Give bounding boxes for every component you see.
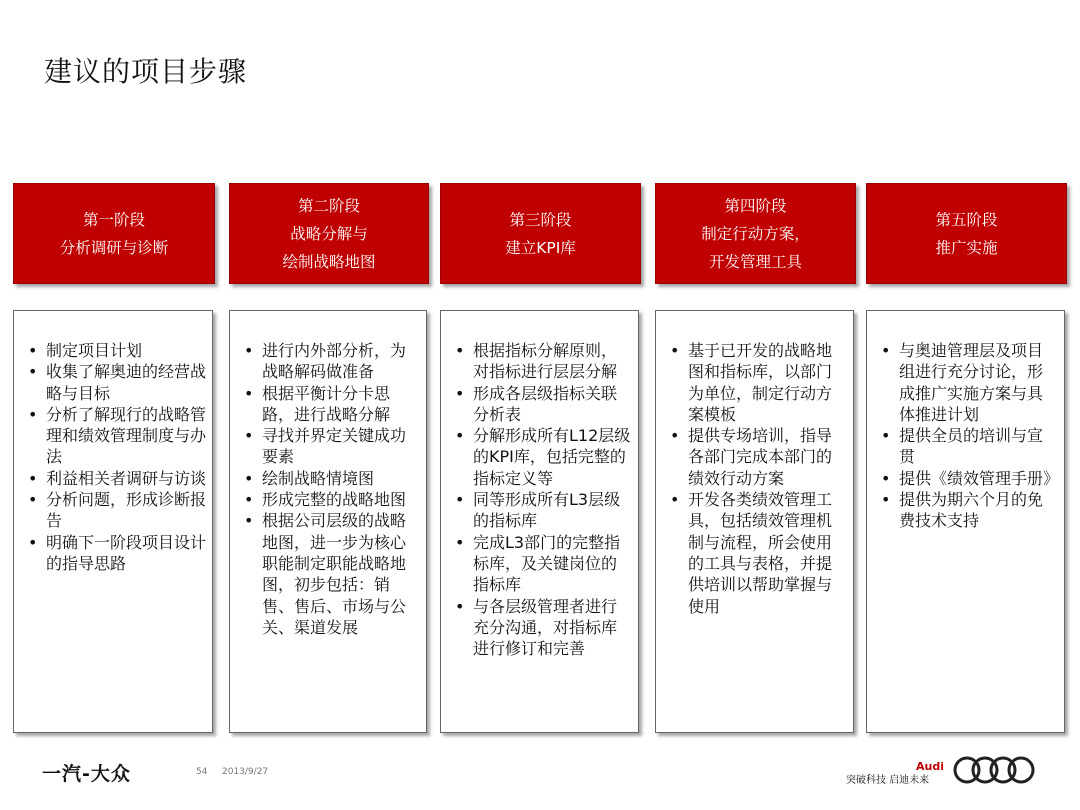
list-item: • 明确下一阶段项目设计的指导思路 [24,532,206,575]
list-item: • 收集了解奥迪的经营战略与目标 [24,361,206,404]
list-item: • 进行内外部分析，为战略解码做准备 [240,340,420,383]
phase-3-bullet-list [451,340,632,659]
list-item: • 制定项目计划 [24,340,206,361]
list-item: • 分析了解现行的战略管理和绩效管理制度与办法 [24,404,206,468]
phase-5-body [866,310,1065,733]
list-item: • 提供为期六个月的免费技术支持 [877,489,1058,532]
phase-1-header-line-1: 第一阶段 [82,210,145,229]
phase-4-header-line-2: 制定行动方案， [701,224,810,243]
list-item: • 形成各层级指标关联分析表 [451,383,632,426]
phase-4-header-line-1: 第四阶段 [724,196,787,215]
phase-2-header-line-3: 绘制战略地图 [282,252,376,271]
list-item: • 根据平衡计分卡思路，进行战略分解 [240,383,420,426]
phase-4-bullet-list [666,340,847,617]
brand-slogan: 突破科技 启迪未来 [846,775,930,786]
list-item: • 寻找并界定关键成功要素 [240,425,420,468]
list-item: • 提供《绩效管理手册》 [877,468,1058,489]
phase-5-header-line-2: 推广实施 [935,238,998,257]
list-item: • 利益相关者调研与访谈 [24,468,206,489]
list-item: • 与各层级管理者进行充分沟通，对指标库进行修订和完善 [451,596,632,660]
phase-2-header-line-2: 战略分解与 [290,224,368,243]
phase-3-body [440,310,639,733]
list-item: • 同等形成所有L3层级的指标库 [451,489,632,532]
list-item: • 分解形成所有L12层级的KPI库，包括完整的指标定义等 [451,425,632,489]
audi-rings-icon [952,754,1038,786]
page-title: 建议的项目步骤 [44,55,248,88]
phase-2-header [229,183,429,284]
phase-1-header [13,183,215,284]
phase-2-body [229,310,427,733]
list-item: • 开发各类绩效管理工具，包括绩效管理机制与流程，所会使用的工具与表格，并提供培训以帮助掌握与使用 [666,489,847,617]
list-item: • 绘制战略情境图 [240,468,420,489]
phase-2-header-line-1: 第二阶段 [297,196,360,215]
list-item: • 提供专场培训，指导各部门完成本部门的绩效行动方案 [666,425,847,489]
audi-wordmark: Audi [916,760,944,773]
faw-vw-logo: 一汽-大众 [42,763,131,785]
phase-3-header-line-2: 建立KPI库 [505,238,576,257]
list-item: • 基于已开发的战略地图和指标库，以部门为单位，制定行动方案模板 [666,340,847,425]
page-number: 54 [196,767,208,777]
list-item: • 分析问题，形成诊断报告 [24,489,206,532]
phase-5-bullet-list [877,340,1058,532]
list-item: • 完成L3部门的完整指标库，及关键岗位的指标库 [451,532,632,596]
phase-4-body [655,310,854,733]
list-item: • 根据公司层级的战略地图，进一步为核心职能制定职能战略地图，初步包括：销售、售后、市场与公关、渠道发展 [240,510,420,638]
list-item: • 形成完整的战略地图 [240,489,420,510]
phase-3-header-line-1: 第三阶段 [509,210,572,229]
slide-date: 2013/9/27 [222,767,269,777]
phase-1-body [13,310,213,733]
phase-5-header-line-1: 第五阶段 [935,210,998,229]
phase-1-bullet-list [24,340,206,574]
list-item: • 与奥迪管理层及项目组进行充分讨论，形成推广实施方案与具体推进计划 [877,340,1058,425]
phase-3-header [440,183,641,284]
phase-4-header-line-3: 开发管理工具 [708,252,802,271]
phase-5-header [866,183,1067,284]
phase-2-bullet-list [240,340,420,638]
list-item: • 提供全员的培训与宣贯 [877,425,1058,468]
phase-1-header-line-2: 分析调研与诊断 [59,238,169,257]
phase-4-header [655,183,856,284]
list-item: • 根据指标分解原则，对指标进行层层分解 [451,340,632,383]
